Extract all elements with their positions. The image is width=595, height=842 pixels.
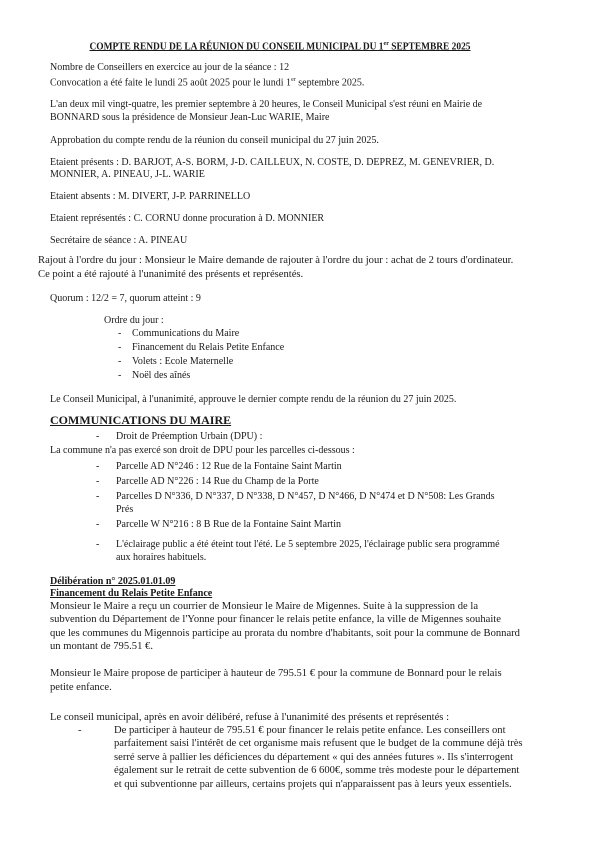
parcelle-item: Parcelle AD N°246 : 12 Rue de la Fontaine Saint Martin	[116, 461, 342, 472]
deliberation-para1-line: Monsieur le Maire a reçu un courrier de Monsieur le Maire de Migennes. Suite à la suppression de la	[50, 601, 479, 612]
ordre-du-jour-label: Ordre du jour :	[104, 315, 164, 326]
decision-dash: -	[78, 725, 82, 736]
dpu-intro: La commune n'a pas exercé son droit de DPU pour les parcelles ci-dessous :	[50, 445, 355, 456]
dpu-title: Droit de Préemption Urbain (DPU) :	[116, 431, 263, 442]
decision-line: De participer à hauteur de 795.51 € pour financer le relais petite enfance. Les conseillers ont	[114, 725, 506, 736]
parcelle-item: Parcelle W N°216 : 8 B Rue de la Fontaine Saint Martin	[116, 519, 341, 530]
deliberation-para2-line: Monsieur le Maire propose de participer à hauteur de 795.51 € pour la commune de Bonnard pour le relais	[50, 668, 502, 679]
parcelle-item-continued: Prés	[116, 504, 134, 515]
decision-line: parfaitement saisi l'intérêt de cet organisme mais refusent que le budget de la commune déjà très	[114, 738, 523, 749]
quorum-text: Quorum : 12/2 = 7, quorum atteint : 9	[50, 293, 201, 304]
communications-heading: COMMUNICATIONS DU MAIRE	[50, 413, 232, 427]
secretaire-text: Secrétaire de séance : A. PINEAU	[50, 235, 188, 246]
deliberation-para3: Le conseil municipal, après en avoir délibéré, refuse à l'unanimité des présents et représentés :	[50, 712, 450, 723]
parcelle-item: Parcelles D N°336, D N°337, D N°338, D N°457, D N°466, D N°474 et D N°508: Les Grands	[116, 491, 495, 502]
deliberation-para1-line: subvention du Département de l'Yonne pour financer le relais petite enfance, la ville de Migennes souhaite	[50, 614, 501, 625]
decision-line: serré serve à pallier les déficiences du département « qui des années futures ». Ils s'interrogent	[114, 752, 514, 763]
ordre-dash: -	[118, 356, 122, 367]
eclairage-line-1: L'éclairage public a été éteint tout l'été. Le 5 septembre 2025, l'éclairage public sera programmé	[116, 539, 500, 550]
ordre-item: Communications du Maire	[132, 328, 240, 339]
rajout-line-1: Rajout à l'ordre du jour : Monsieur le Maire demande de rajouter à l'ordre du jour : achat de 2 tours d'ordinateur.	[38, 255, 514, 266]
ordre-dash: -	[118, 328, 122, 339]
deliberation-para1-line: un montant de 795.51 €.	[50, 641, 153, 652]
deliberation-number: Délibération n° 2025.01.01.09	[50, 576, 176, 587]
deliberation-para2-line: petite enfance.	[50, 682, 112, 693]
ordre-item: Volets : Ecole Maternelle	[132, 356, 234, 367]
absents-text: Etaient absents : M. DIVERT, J-P. PARRINELLO	[50, 191, 251, 202]
parcelle-dash: -	[96, 519, 100, 530]
decision-line: et qui subventionne par ailleurs, certains projets qui n'apparaissent pas à leurs yeux essentiels.	[114, 779, 512, 790]
presents-line-1: Etaient présents : D. BARJOT, A-S. BORM, J-D. CAILLEUX, N. COSTE, D. DEPREZ, M. GENEVRIER, D.	[50, 157, 495, 168]
parcelle-dash: -	[96, 461, 100, 472]
presents-line-2: MONNIER, A. PINEAU, J-L. WARIE	[50, 169, 205, 180]
reunion-line-2: BONNARD sous la présidence de Monsieur Jean-Luc WARIE, Maire	[50, 112, 330, 123]
decision-line: également sur le retrait de cette subvention de 6 600€, somme très modeste pour le département	[114, 765, 520, 776]
parcelle-dash: -	[96, 491, 100, 502]
parcelle-item: Parcelle AD N°226 : 14 Rue du Champ de la Porte	[116, 476, 319, 487]
parcelle-dash: -	[96, 476, 100, 487]
page-title: COMPTE RENDU DE LA RÉUNION DU CONSEIL MUNICIPAL DU 1er SEPTEMBRE 2025	[89, 40, 471, 53]
eclairage-dash: -	[96, 539, 100, 550]
reunion-line-1: L'an deux mil vingt-quatre, les premier septembre à 20 heures, le Conseil Municipal s'est réuni en Mairie de	[50, 99, 483, 110]
ordre-item: Financement du Relais Petite Enfance	[132, 342, 285, 353]
ordre-dash: -	[118, 342, 122, 353]
approbation-text: Approbation du compte rendu de la réunion du conseil municipal du 27 juin 2025.	[50, 135, 379, 146]
deliberation-subject: Financement du Relais Petite Enfance	[50, 588, 213, 599]
ordre-item: Noël des aînés	[132, 370, 191, 381]
ordre-dash: -	[118, 370, 122, 381]
convocation-date: Convocation a été faite le lundi 25 août 2025 pour le lundi 1er septembre 2025.	[50, 77, 365, 89]
representes-text: Etaient représentés : C. CORNU donne procuration à D. MONNIER	[50, 213, 325, 224]
eclairage-line-2: aux horaires habituels.	[116, 552, 207, 563]
deliberation-para1-line: que les communes du Migennois participe au prorata du nombre d'habitants, soit pour la commune de Bonnard	[50, 628, 520, 639]
approbation-unanimite: Le Conseil Municipal, à l'unanimité, approuve le dernier compte rendu de la réunion du 27 juin 2025.	[50, 394, 457, 405]
conseillers-count: Nombre de Conseillers en exercice au jour de la séance : 12	[50, 62, 290, 73]
rajout-line-2: Ce point a été rajouté à l'unanimité des présents et représentés.	[38, 269, 304, 280]
dpu-dash: -	[96, 431, 100, 442]
